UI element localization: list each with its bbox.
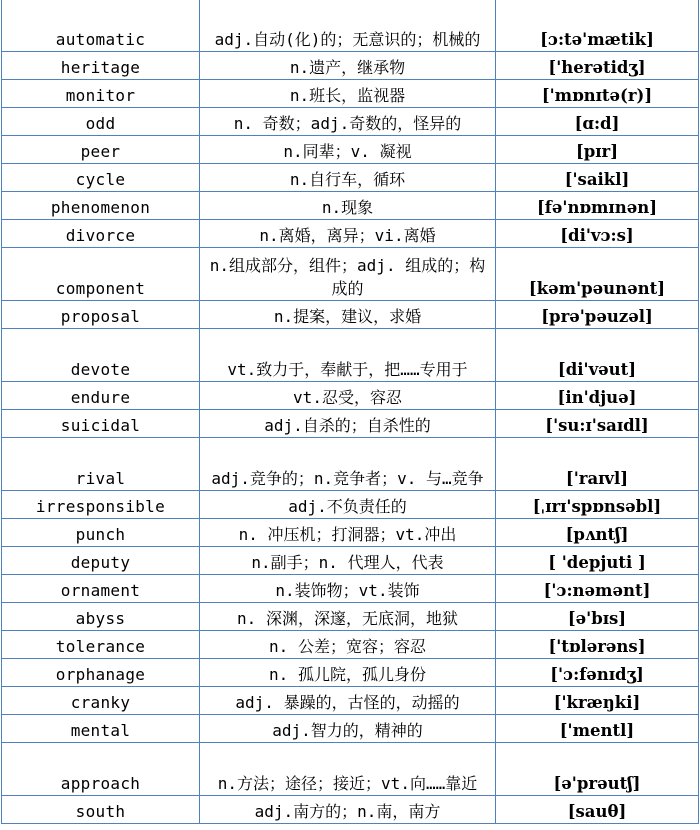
word-cell: odd — [2, 108, 200, 136]
definition-cell: n.离婚，离异；vi.离婚 — [200, 220, 496, 248]
pronunciation-cell: [ə'prəutʃ] — [496, 743, 699, 796]
table-row — [2, 715, 699, 743]
table-row — [2, 743, 699, 796]
word-cell: endure — [2, 382, 200, 410]
word-cell: cranky — [2, 687, 200, 715]
definition-cell: adj.竞争的；n.竞争者；v. 与…竞争 — [200, 438, 496, 491]
table-row — [2, 547, 699, 575]
definition-cell: n. 深渊，深邃，无底洞，地狱 — [200, 603, 496, 631]
pronunciation-cell: [fə'nɒmɪnən] — [496, 192, 699, 220]
word-cell: monitor — [2, 80, 200, 108]
definition-cell: adj.智力的，精神的 — [200, 715, 496, 743]
word-cell: south — [2, 796, 200, 824]
pronunciation-cell: [sauθ] — [496, 796, 699, 824]
pronunciation-cell: ['raɪvl] — [496, 438, 699, 491]
table-row — [2, 108, 699, 136]
pronunciation-cell: [ɔ:tə'mætik] — [496, 0, 699, 52]
word-cell: automatic — [2, 0, 200, 52]
table-row — [2, 329, 699, 382]
vocabulary-table — [1, 0, 699, 824]
word-cell: peer — [2, 136, 200, 164]
definition-cell: n.提案，建议，求婚 — [200, 301, 496, 329]
pronunciation-cell: ['kræŋki] — [496, 687, 699, 715]
definition-cell: n.装饰物；vt.装饰 — [200, 575, 496, 603]
pronunciation-cell: [pʌntʃ] — [496, 519, 699, 547]
table-row — [2, 192, 699, 220]
definition-cell: adj.自动(化)的；无意识的；机械的 — [200, 0, 496, 52]
pronunciation-cell: ['herətidʒ] — [496, 52, 699, 80]
word-cell: irresponsible — [2, 491, 200, 519]
word-cell: rival — [2, 438, 200, 491]
word-cell: ornament — [2, 575, 200, 603]
pronunciation-cell: ['su:ɪ'saɪdl] — [496, 410, 699, 438]
definition-cell: adj.南方的；n.南，南方 — [200, 796, 496, 824]
definition-cell: n. 孤儿院，孤儿身份 — [200, 659, 496, 687]
word-cell: component — [2, 248, 200, 301]
definition-cell: n.同辈；v. 凝视 — [200, 136, 496, 164]
word-cell: punch — [2, 519, 200, 547]
table-row — [2, 519, 699, 547]
pronunciation-cell: [kəm'pəunənt] — [496, 248, 699, 301]
pronunciation-cell: [ə'bɪs] — [496, 603, 699, 631]
table-row — [2, 80, 699, 108]
definition-cell: adj. 暴躁的，古怪的，动摇的 — [200, 687, 496, 715]
definition-cell: n. 冲压机；打洞器；vt.冲出 — [200, 519, 496, 547]
definition-cell: n. 奇数；adj.奇数的，怪异的 — [200, 108, 496, 136]
pronunciation-cell: ['saikl] — [496, 164, 699, 192]
definition-cell: n.自行车，循环 — [200, 164, 496, 192]
table-row — [2, 382, 699, 410]
pronunciation-cell: [di'vəut] — [496, 329, 699, 382]
definition-cell: n.现象 — [200, 192, 496, 220]
definition-cell: n.副手；n. 代理人，代表 — [200, 547, 496, 575]
table-row — [2, 301, 699, 329]
word-cell: cycle — [2, 164, 200, 192]
pronunciation-cell: [in'djuə] — [496, 382, 699, 410]
pronunciation-cell: ['ɔ:fənɪdʒ] — [496, 659, 699, 687]
pronunciation-cell: [ˌɪrɪ'spɒnsəbl] — [496, 491, 699, 519]
definition-cell: n.班长，监视器 — [200, 80, 496, 108]
definition-cell: adj.自杀的；自杀性的 — [200, 410, 496, 438]
word-cell: deputy — [2, 547, 200, 575]
word-cell: devote — [2, 329, 200, 382]
pronunciation-cell: ['tɒlərəns] — [496, 631, 699, 659]
pronunciation-cell: [di'vɔ:s] — [496, 220, 699, 248]
table-row — [2, 248, 699, 301]
definition-cell: vt.致力于，奉献于，把……专用于 — [200, 329, 496, 382]
table-row — [2, 575, 699, 603]
definition-cell: n.组成部分，组件；adj. 组成的；构成的 — [200, 248, 496, 301]
table-row — [2, 220, 699, 248]
table-row — [2, 164, 699, 192]
pronunciation-cell: [ 'depjuti ] — [496, 547, 699, 575]
table-row — [2, 438, 699, 491]
pronunciation-cell: ['mentl] — [496, 715, 699, 743]
definition-cell: vt.忍受，容忍 — [200, 382, 496, 410]
table-row — [2, 631, 699, 659]
definition-cell: n.遗产，继承物 — [200, 52, 496, 80]
word-cell: approach — [2, 743, 200, 796]
pronunciation-cell: [pɪr] — [496, 136, 699, 164]
pronunciation-cell: [ɑ:d] — [496, 108, 699, 136]
word-cell: divorce — [2, 220, 200, 248]
word-cell: orphanage — [2, 659, 200, 687]
table-row — [2, 796, 699, 824]
vocabulary-table-body — [2, 0, 699, 824]
pronunciation-cell: ['ɔ:nəmənt] — [496, 575, 699, 603]
table-row — [2, 687, 699, 715]
word-cell: tolerance — [2, 631, 200, 659]
word-cell: suicidal — [2, 410, 200, 438]
definition-cell: adj.不负责任的 — [200, 491, 496, 519]
table-row — [2, 52, 699, 80]
word-cell: heritage — [2, 52, 200, 80]
pronunciation-cell: ['mɒnɪtə(r)] — [496, 80, 699, 108]
pronunciation-cell: [prə'pəuzəl] — [496, 301, 699, 329]
table-row — [2, 603, 699, 631]
word-cell: proposal — [2, 301, 200, 329]
word-cell: abyss — [2, 603, 200, 631]
table-row — [2, 491, 699, 519]
table-row — [2, 136, 699, 164]
definition-cell: n.方法；途径；接近；vt.向……靠近 — [200, 743, 496, 796]
definition-cell: n. 公差；宽容；容忍 — [200, 631, 496, 659]
table-row — [2, 0, 699, 52]
table-row — [2, 410, 699, 438]
word-cell: mental — [2, 715, 200, 743]
table-row — [2, 659, 699, 687]
word-cell: phenomenon — [2, 192, 200, 220]
